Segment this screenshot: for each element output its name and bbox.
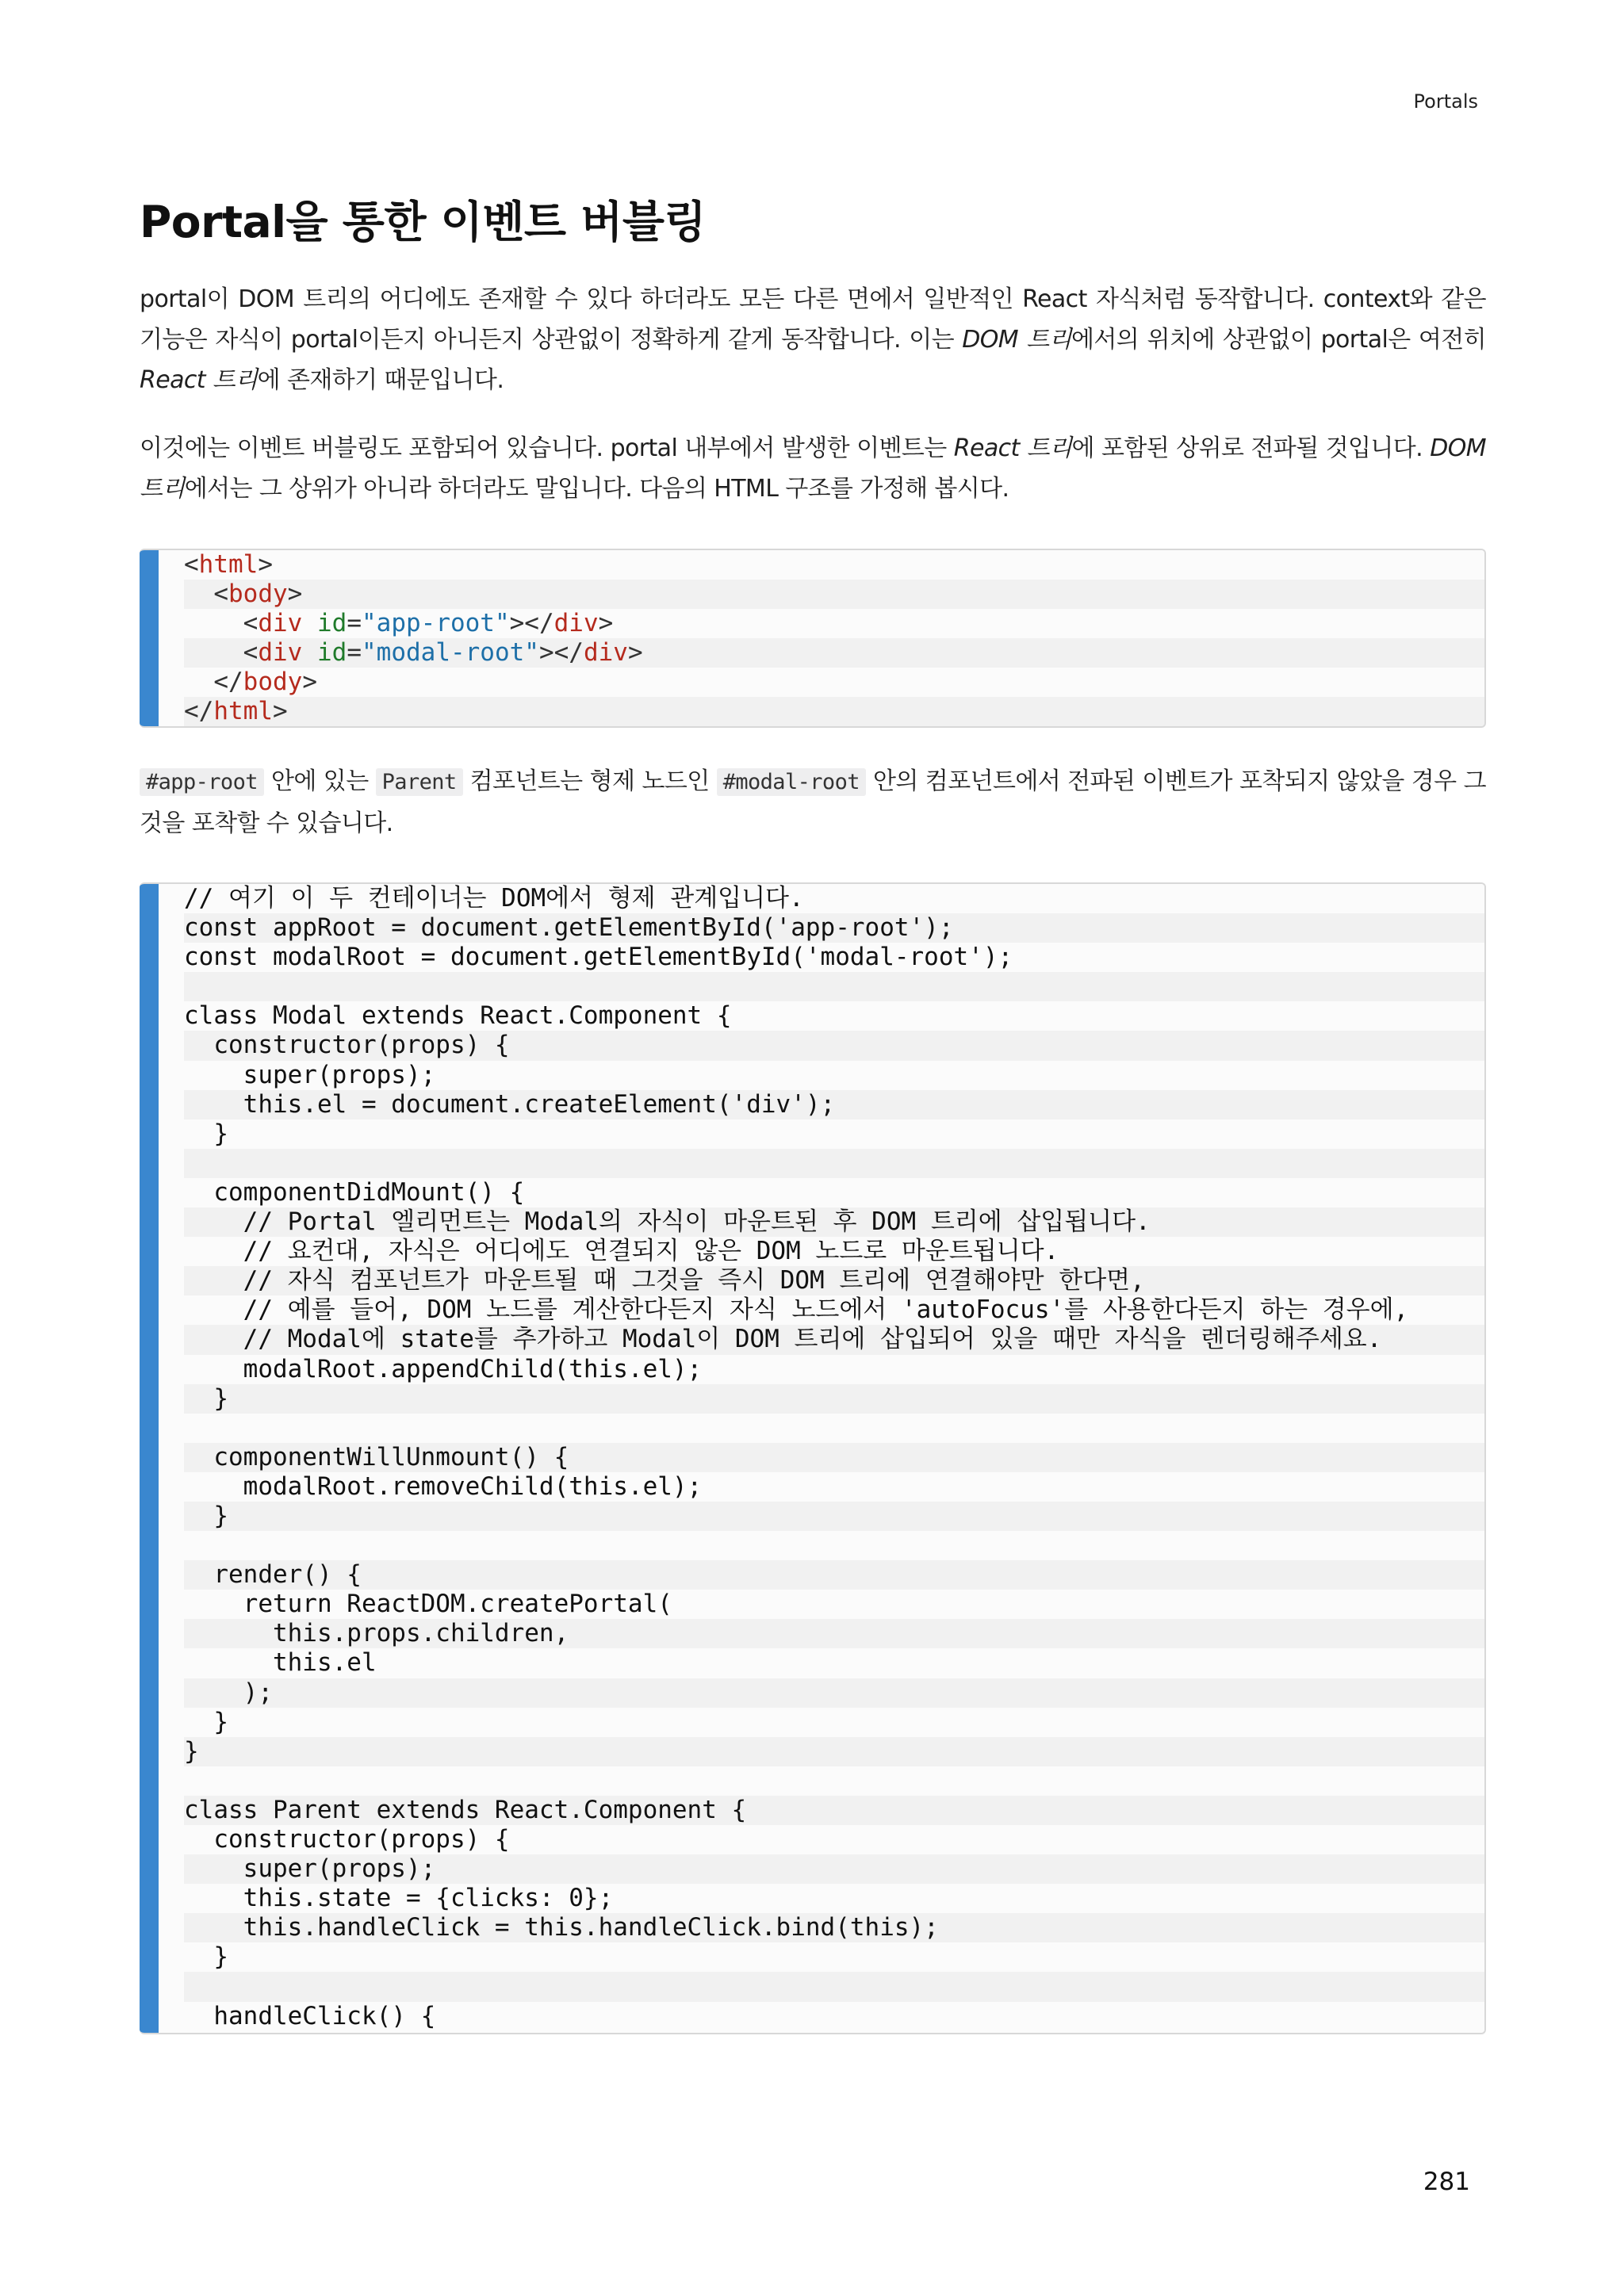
code-line: } [184,1942,1484,1972]
text-run: 컴포넌트는 형제 노드인 [462,767,717,795]
text-run: 에서의 위치에 상관없이 portal은 여전히 [1071,326,1486,354]
code-line: this.el [184,1648,1484,1678]
text-run: 에서는 그 상위가 아니라 하더라도 말입니다. 다음의 HTML 구조를 가정해 봅시다. [184,475,1009,503]
inline-code: #app-root [140,768,264,796]
paragraph-bubbling [140,428,1486,509]
js-code [140,884,1484,2031]
code-line: // 예를 들어, DOM 노드를 계산한다든지 자식 노드에서 'autoFocus'를 사용한다든지 하는 경우에, [184,1295,1484,1325]
code-line: } [184,1502,1484,1531]
code-line: <body> [184,580,1484,609]
code-line [184,972,1484,1001]
code-line: const appRoot = document.getElementById('app-root'); [184,913,1484,943]
page-number: 281 [1423,2168,1470,2196]
inline-code: #modal-root [717,768,866,796]
code-line: ); [184,1678,1484,1708]
code-line: } [184,1737,1484,1766]
running-header: Portals [1413,90,1478,113]
code-line: } [184,1708,1484,1737]
code-line: <div id="app-root"></div> [184,609,1484,638]
code-line: handleClick() { [184,2002,1484,2031]
code-line: constructor(props) { [184,1031,1484,1060]
text-run: 에 포함된 상위로 전파될 것입니다. [1071,434,1431,462]
code-line: class Parent extends React.Component { [184,1796,1484,1825]
code-line: } [184,1119,1484,1149]
code-line: </html> [184,697,1484,726]
code-block-accent-bar [140,884,159,2033]
inline-code: Parent [376,768,463,796]
code-line: componentWillUnmount() { [184,1443,1484,1472]
code-line: </body> [184,668,1484,697]
code-line: <div id="modal-root"></div> [184,638,1484,668]
text-run: portal이 DOM 트리의 어디에도 존재할 수 있다 하더라도 모든 다른 면에서 일반적인 React 자식처럼 동작합니다. context와 같은 기능은 자식이 portal이든지 아니든지 상관없이 정확하게 같게 동작합니다. 이는 [140,285,1486,354]
code-line: // 여기 이 두 컨테이너는 DOM에서 형제 관계입니다. [184,884,1484,913]
code-line: <html> [184,550,1484,580]
code-line: // 요컨대, 자식은 어디에도 연결되지 않은 DOM 노드로 마운트됩니다. [184,1237,1484,1266]
code-line: const modalRoot = document.getElementById('modal-root'); [184,943,1484,972]
section-title: Portal을 통한 이벤트 버블링 [140,197,707,247]
code-line: modalRoot.removeChild(this.el); [184,1472,1484,1502]
code-block-accent-bar [140,550,159,726]
code-line [184,1149,1484,1178]
code-line: // 자식 컴포넌트가 마운트될 때 그것을 즉시 DOM 트리에 연결해야만 한다면, [184,1266,1484,1295]
code-line: constructor(props) { [184,1825,1484,1854]
text-run: 에 존재하기 때문입니다. [257,366,504,394]
paragraph-intro [140,279,1486,400]
emphasis: DOM 트리 [140,434,1487,503]
paragraph-parent-capture [140,761,1486,844]
code-line: super(props); [184,1061,1484,1090]
html-code-block [140,549,1486,728]
code-line: // Portal 엘리먼트는 Modal의 자식이 마운트된 후 DOM 트리에 삽입됩니다. [184,1207,1484,1237]
emphasis: React 트리 [953,434,1072,462]
code-line: class Modal extends React.Component { [184,1001,1484,1031]
text-run: 이것에는 이벤트 버블링도 포함되어 있습니다. portal 내부에서 발생한 이벤트는 [140,434,954,462]
code-line: this.handleClick = this.handleClick.bind(this); [184,1913,1484,1942]
code-line [184,1972,1484,2001]
emphasis: DOM 트리 [962,326,1072,354]
code-line: this.props.children, [184,1619,1484,1648]
code-line: } [184,1384,1484,1414]
code-line: render() { [184,1560,1484,1590]
code-line: return ReactDOM.createPortal( [184,1590,1484,1619]
text-run: 안에 있는 [263,767,376,795]
code-line: componentDidMount() { [184,1178,1484,1207]
html-code [140,550,1484,727]
emphasis: React 트리 [140,366,258,394]
code-line: this.el = document.createElement('div'); [184,1090,1484,1119]
code-line: this.state = {clicks: 0}; [184,1884,1484,1913]
js-code-block [140,882,1486,2034]
text-run: 안의 컴포넌트에서 전파된 이벤트가 포착되지 않았을 경우 그것을 포착할 수 있습니다. [140,767,1486,837]
code-line: modalRoot.appendChild(this.el); [184,1355,1484,1384]
code-line: // Modal에 state를 추가하고 Modal이 DOM 트리에 삽입되어 있을 때만 자식을 렌더링해주세요. [184,1325,1484,1354]
code-line [184,1414,1484,1443]
code-line [184,1531,1484,1560]
code-line [184,1766,1484,1796]
code-line: super(props); [184,1854,1484,1884]
